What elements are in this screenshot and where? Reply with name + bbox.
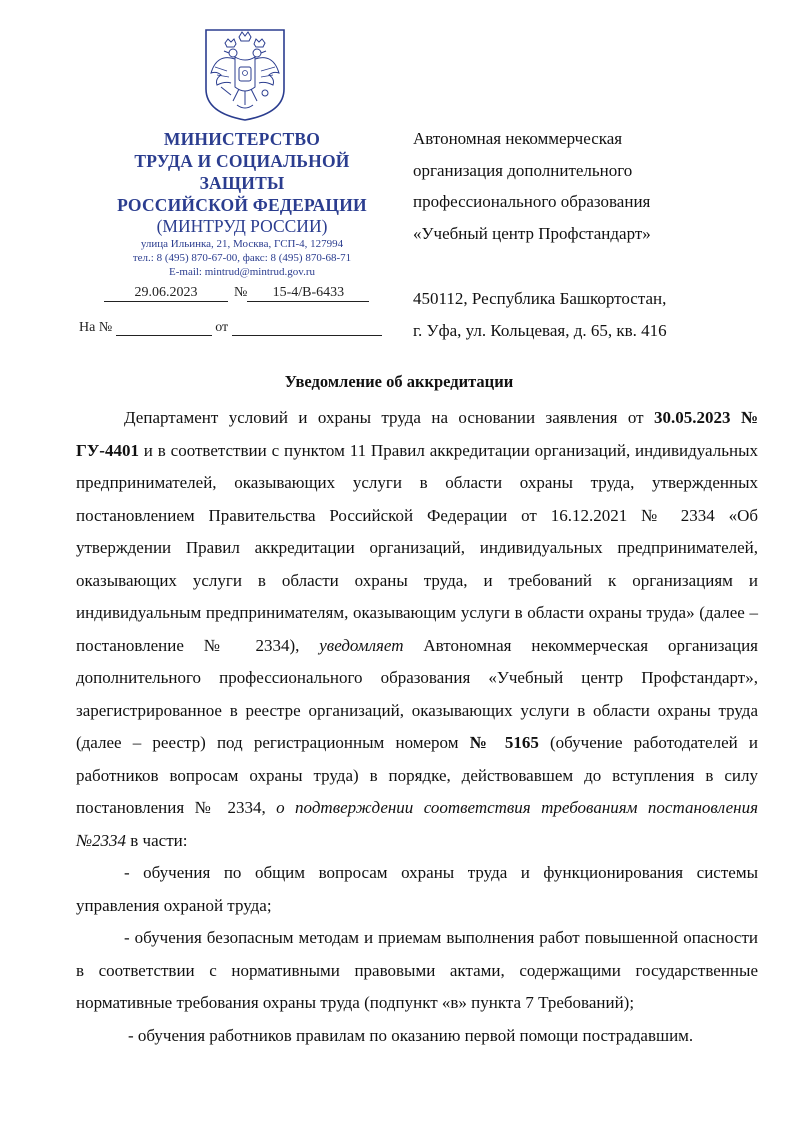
addressee-line: организация дополнительного [413,160,633,180]
document-body [76,402,758,1052]
paragraph-emphasis: уведомляет [319,635,404,655]
paragraph-emphasis: о подтверждении соответствия требованиям постановления №2334 [76,798,758,850]
ministry-name-line: ТРУДА И СОЦИАЛЬНОЙ [134,151,350,171]
number-sign: № [234,285,248,300]
addressee-address-line: 450112, Республика Башкортостан, [413,289,667,308]
paragraph-text: в части: [126,830,188,850]
addressee-line: профессионального образования [413,192,651,211]
reply-reference-line [79,320,382,336]
document-date: 29.06.2023 [104,285,228,302]
addressee-address-line: г. Уфа, ул. Кольцевая, д. 65, кв. 416 [413,320,667,340]
reply-date-blank [232,322,382,336]
registry-number: № 5165 [469,733,539,752]
document-number: 15-4/В-6433 [247,285,369,302]
ministry-name-line: МИНИСТЕРСТВО [163,129,321,149]
paragraph-text: (обучение работодателей и работников вопросам охраны труда) в порядке, действовавшем до вступления в силу постановления № 2334, [76,733,758,817]
addressee-line: «Учебный центр Профстандарт» [413,223,651,243]
ministry-name-line: РОССИЙСКОЙ ФЕДЕРАЦИИ [117,195,367,215]
ministry-email: E-mail: mintrud@mintrud.gov.ru [169,266,315,278]
list-item: - обучения по общим вопросам охраны труда и функционирования системы управления охраной труда; [76,863,758,915]
reply-number-blank [116,322,212,336]
ministry-phones: тел.: 8 (495) 870-67-00, факс: 8 (495) 870-68-71 [132,252,352,264]
ministry-name-line: ЗАЩИТЫ [199,173,285,193]
document-title: Уведомление об аккредитации [284,372,514,391]
list-item: - обучения работников правилам по оказанию первой помощи пострадавшим. [128,1025,694,1045]
application-reference: 30.05.2023 № ГУ-4401 [76,408,758,460]
reply-from-label: от [215,320,229,335]
addressee-address [413,283,743,346]
ministry-address: улица Ильинка, 21, Москва, ГСП-4, 127994 [140,238,344,250]
ministry-header [92,128,392,279]
paragraph-text: Автономная некоммерческая организация дополнительного профессионального образования «Учебный центр Профстандарт», зарегистрированное в реестре организаций, оказывающих услуги в области охраны труда (далее – реестр) под регистрационным номером [76,635,758,752]
main-paragraph [76,402,758,857]
addressee-line: Автономная некоммерческая [413,129,623,148]
addressee-organization [413,123,733,249]
registration-line [104,285,369,302]
list-item: - обучения безопасным методам и приемам выполнения работ повышенной опасности в соответствии с нормативными правовыми актами, содержащими государственные нормативные требования охраны труда (подпункт «в» пункта 7 Требований); [76,928,758,1012]
coat-of-arms-emblem [203,27,287,122]
reply-number-label: На № [79,320,113,335]
paragraph-text: Департамент условий и охраны труда на основании заявления от [124,408,654,427]
paragraph-text: и в соответствии с пунктом 11 Правил аккредитации организаций, индивидуальных предпринимателей, оказывающих услуги в области охраны труда, утвержденных постановлением Правительства Российской Федерации от 16.12.2021 № 2334 «Об утверждении Правил аккредитации организаций, индивидуальных предпринимателей, оказывающих услуги в области охраны труда, и требований к организациям и индивидуальным предпринимателям, оказывающим услуги в области охраны труда» (далее – постановление № 2334), [76,440,758,655]
ministry-abbreviation: (МИНТРУД РОССИИ) [156,216,328,236]
